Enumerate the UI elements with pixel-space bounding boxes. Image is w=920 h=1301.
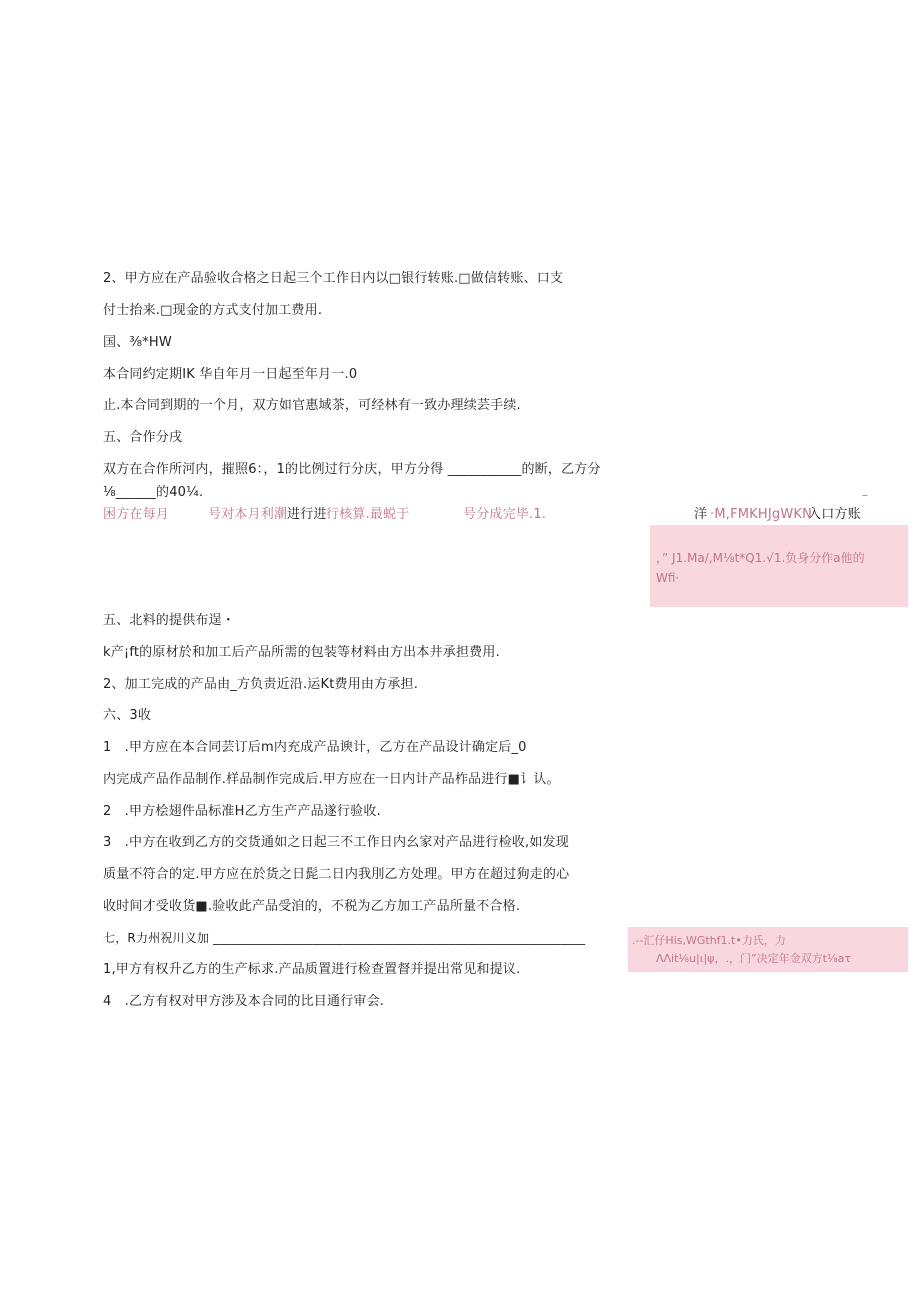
materials-clause-1: k产¡ft的原材於和加工后产品所需的包装等材料由方出本井承担费用. xyxy=(103,645,500,660)
settlement-seg-4: 行核算.最蜕于 xyxy=(326,507,410,522)
acceptance-clause-3-line-3: 收时间才受收货■.验收此产品受洎的，不税为乙方加工产品所量不合格. xyxy=(103,899,521,914)
settlement-seg-8: 入口方账 xyxy=(808,507,861,522)
settlement-seg-7: ·M,FMKHJgWKN xyxy=(710,507,813,522)
margin-annotation-2-line-1: .--汇仔His,WGthf1.t•力氏，力 xyxy=(632,934,786,947)
settlement-seg-6: 洋 xyxy=(694,507,708,522)
section-heading-materials: 五、北料的提供布逞・ xyxy=(103,613,236,628)
profit-share-line-1: 双方在合作所河内，摧照6：，1的比例过行分庆，甲方分得 ___________的断，乙方分 xyxy=(103,462,601,477)
rights-clause-1: 1,甲方有权升乙方的生产标求.产品质置进行检查置督并提出常见和提议. xyxy=(103,962,521,977)
profit-share-line-2: ⅛______的40¼. xyxy=(103,485,204,500)
margin-annotation-1-line-1: ，” J1.Ma/,M⅛t*Q1.√1.负身分作a他的 xyxy=(656,551,865,565)
term-clause-line-1: 本合同约定期IK 华自年月一日起至年月一.0 xyxy=(103,367,358,382)
section-heading-rights: 七，R力州祝川义加 ____________________________________________________________ xyxy=(103,931,586,945)
settlement-seg-3: 进行进 xyxy=(287,507,327,522)
acceptance-clause-2: 2 .甲方桧翅件品标准H乙方生产产品遂行验收. xyxy=(103,804,381,819)
term-clause-line-2: 止.本合同到期的一个月，双方如官惠域茶，可经林有一致办理续芸手续. xyxy=(103,398,521,413)
acceptance-clause-3-line-2: 质量不符合的定.甲方应在於货之日髭二日内我刖乙方处理。甲方在超过狗走的心 xyxy=(103,867,570,882)
acceptance-clause-3-line-1: 3 .中方在收到乙方的交货通如之日起三不工作日内幺家对产品进行检收,如发现 xyxy=(103,835,569,850)
materials-clause-2: 2、加工完成的产品由_方负责近沿.运Kt费用由方承担. xyxy=(103,677,419,692)
margin-annotation-1 xyxy=(650,525,908,607)
payment-clause-line-1: 2、甲方应在产品验收合格之日起三个工作日内以□银行转账.□做信转账、口支 xyxy=(103,271,564,286)
payment-clause-line-2: 付士抬来.□现金的方式支付加工费用. xyxy=(103,303,323,318)
acceptance-clause-1-line-1: 1 .甲方应在本合同芸订后m内充成产品谀计，乙方在产品设计确定后_0 xyxy=(103,740,527,755)
margin-annotation-2 xyxy=(628,927,908,972)
settlement-seg-2: 号对本月利潮 xyxy=(208,507,288,522)
rights-clause-4: 4 .乙方有权对甲方涉及本合同的比目通行审会. xyxy=(103,994,385,1009)
settlement-seg-1: 困方在每月 xyxy=(103,507,170,522)
section-heading-profit-share: 五、合作分戌 xyxy=(103,430,183,445)
margin-annotation-1-line-2: Wfi· xyxy=(656,571,680,585)
settlement-seg-5: 号分成完毕.1. xyxy=(463,507,547,522)
acceptance-clause-1-line-2: 内完成产品作品制作.样品制作完成后.甲方应在一日内计产品柞品进行■讠认。 xyxy=(103,772,560,787)
section-heading-acceptance: 六、3收 xyxy=(103,708,152,723)
annotation-dash-mark: – xyxy=(862,488,868,502)
section-heading-term: 国、⅜*HW xyxy=(103,335,172,350)
margin-annotation-2-line-2: ΛΛit⅛u|ι|ψ，.，门”决定年金双方t⅛aτ xyxy=(656,952,851,965)
settlement-line xyxy=(103,507,863,523)
